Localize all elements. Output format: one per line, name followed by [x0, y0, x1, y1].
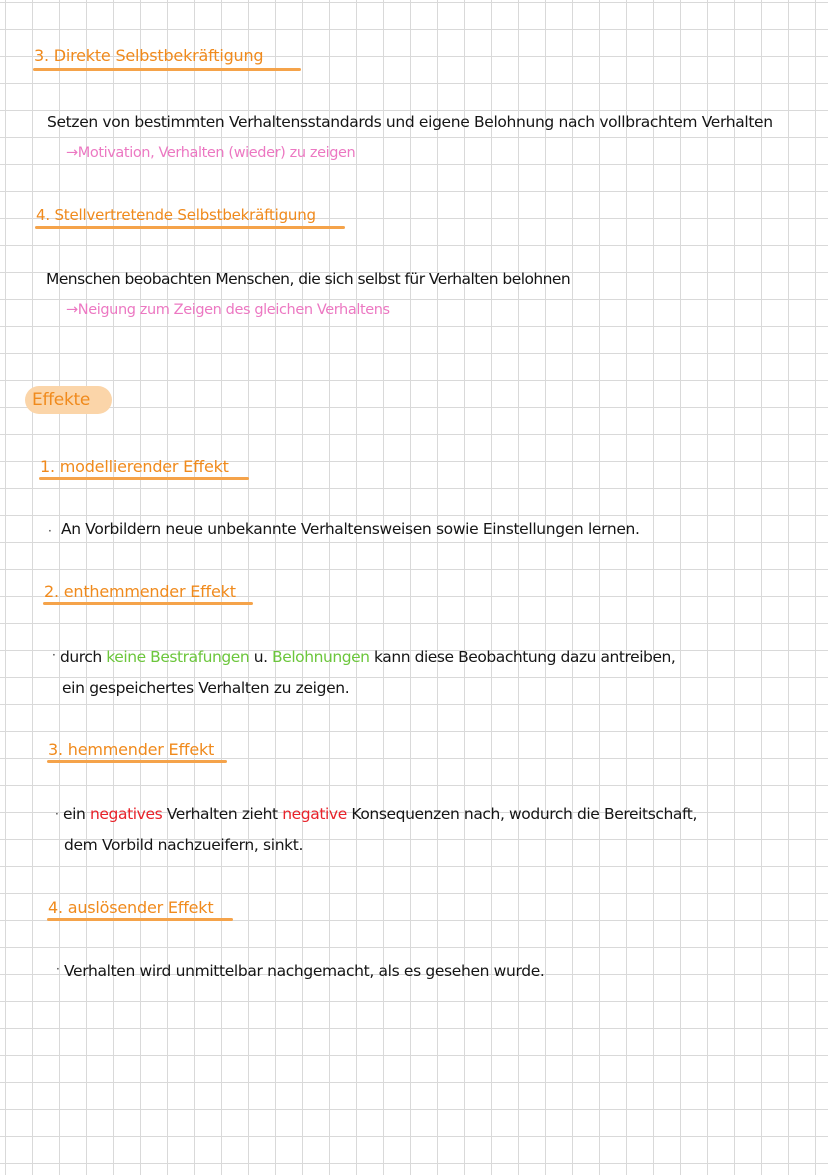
section-3-text: Setzen von bestimmten Verhaltensstandards und eigene Belohnung nach vollbrachtem Verhalten	[47, 113, 773, 131]
section-4-text: Menschen beobachten Menschen, die sich selbst für Verhalten belohnen	[46, 270, 571, 288]
effekt-1-text: An Vorbildern neue unbekannte Verhaltensweisen sowie Einstellungen lernen.	[61, 520, 640, 538]
effekt-3-underline	[47, 760, 227, 763]
effekt-4-title: 4. auslösender Effekt	[48, 898, 214, 917]
section-4-title: 4. Stellvertretende Selbstbekräftigung	[36, 206, 316, 224]
effekt-4-underline	[47, 918, 233, 921]
effekt-1-underline	[39, 477, 249, 480]
effekt-2-green-1: keine Bestrafungen	[106, 648, 250, 666]
effekt-2-text-b: u.	[249, 648, 273, 666]
effekt-2-green-2: Belohnungen	[272, 648, 370, 666]
effekt-3-text-b: Verhalten zieht	[162, 805, 283, 823]
bullet-dot: ·	[55, 807, 59, 821]
effekt-2-line-1	[60, 648, 675, 666]
effekt-2-title: 2. enthemmender Effekt	[44, 582, 236, 601]
bullet-dot: ·	[56, 962, 60, 976]
effekt-3-line-2: dem Vorbild nachzueifern, sinkt.	[64, 836, 304, 854]
bullet-dot: ·	[52, 648, 56, 662]
effekt-3-line-1	[63, 805, 697, 823]
effekt-2-text-c: kann diese Beobachtung dazu antreiben,	[369, 648, 676, 666]
effekt-3-title: 3. hemmender Effekt	[48, 740, 215, 759]
effekt-3-red-2: negative	[282, 805, 347, 823]
effekt-3-red-1: negatives	[90, 805, 163, 823]
section-3-underline	[33, 68, 301, 71]
effekt-4-text: Verhalten wird unmittelbar nachgemacht, als es gesehen wurde.	[64, 962, 545, 980]
section-4-note: →Neigung zum Zeigen des gleichen Verhaltens	[66, 302, 390, 318]
effekt-2-text-a: durch	[60, 648, 107, 666]
section-4-underline	[35, 226, 345, 229]
section-3-note: →Motivation, Verhalten (wieder) zu zeigen	[66, 145, 356, 161]
effekt-2-line-2: ein gespeichertes Verhalten zu zeigen.	[62, 679, 350, 697]
section-3-title: 3. Direkte Selbstbekräftigung	[34, 46, 264, 65]
effekte-label: Effekte	[32, 390, 91, 410]
bullet-dot: ·	[48, 524, 52, 538]
effekt-3-text-c: Konsequenzen nach, wodurch die Bereitschaft,	[346, 805, 697, 823]
effekt-2-underline	[43, 602, 253, 605]
effekt-3-text-a: ein	[63, 805, 90, 823]
effekt-1-title: 1. modellierender Effekt	[40, 457, 229, 476]
